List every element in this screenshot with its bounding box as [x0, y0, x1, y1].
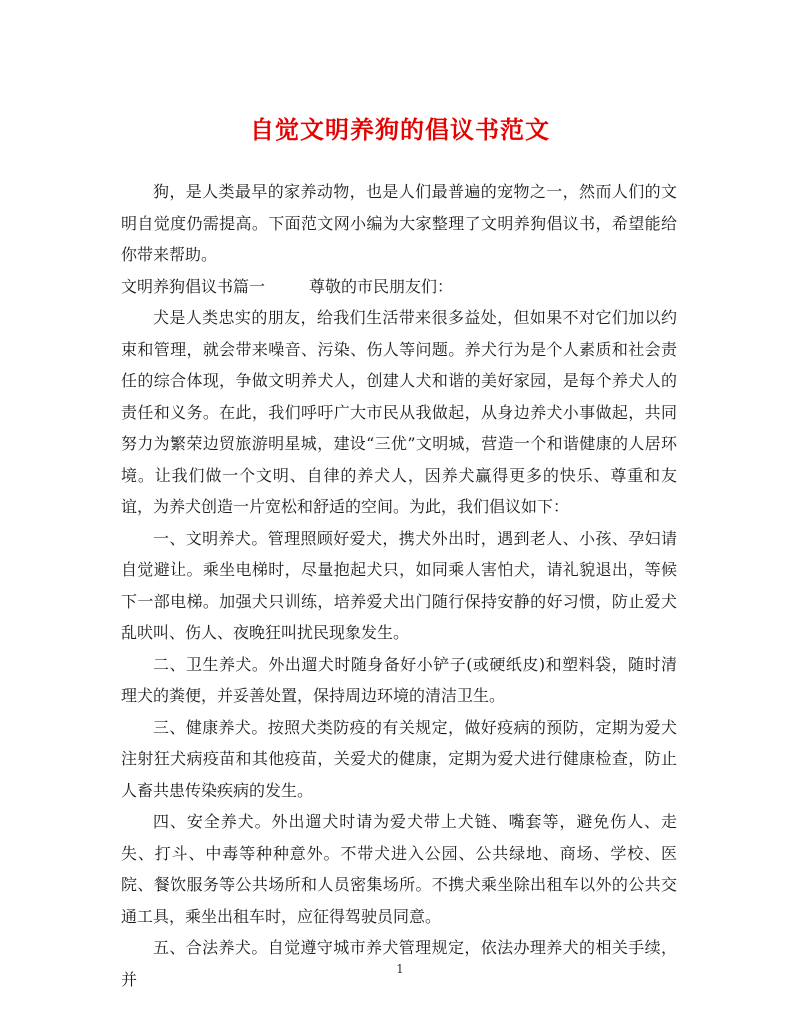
body-paragraph-5: 四、安全养犬。外出遛犬时请为爱犬带上犬链、嘴套等，避免伤人、走失、打斗、中毒等种种意外。不带犬进入公园、公共绿地、商场、学校、医院、餐饮服务等公共场所和人员密集场所。不携犬乘坐除出租车以外的公共交通工具，乘坐出租车时，应征得驾驶员同意。 — [121, 812, 677, 926]
section-heading-line — [121, 271, 677, 303]
body-paragraph-3: 二、卫生养犬。外出遛犬时随身备好小铲子(或硬纸皮)和塑料袋，随时清理犬的粪便，并妥善处置，保持周边环境的清洁卫生。 — [121, 654, 677, 705]
section-label: 文明养狗倡议书篇一 — [121, 276, 266, 296]
body-paragraph-2: 一、文明养犬。管理照顾好爱犬，携犬外出时，遇到老人、小孩、孕妇请自觉避让。乘坐电梯时，尽量抱起犬只，如同乘人害怕犬，请礼貌退出，等候下一部电梯。加强犬只训练，培养爱犬出门随行保持安静的好习惯，防止爱犬乱吠叫、伤人、夜晚狂叫扰民现象发生。 — [121, 528, 677, 642]
intro-paragraph: 狗，是人类最早的家养动物，也是人们最普遍的宠物之一，然而人们的文明自觉度仍需提高。下面范文网小编为大家整理了文明养狗倡议书，希望能给你带来帮助。 — [121, 182, 677, 264]
body-paragraph-4: 三、健康养犬。按照犬类防疫的有关规定，做好疫病的预防，定期为爱犬注射狂犬病疫苗和其他疫苗，关爱犬的健康，定期为爱犬进行健康检查，防止人畜共患传染疾病的发生。 — [121, 717, 677, 800]
salutation: 尊敬的市民朋友们： — [309, 276, 454, 296]
page-number: 1 — [396, 962, 404, 976]
document-title: 自觉文明养狗的倡议书范文 — [250, 115, 550, 144]
body-paragraph-6: 五、合法养犬。自觉遵守城市养犬管理规定，依法办理养犬的相关手续，并 — [121, 938, 677, 989]
document-body — [121, 176, 677, 995]
body-paragraph-1: 犬是人类忠实的朋友，给我们生活带来很多益处，但如果不对它们加以约束和管理，就会带来噪音、污染、伤人等问题。养犬行为是个人素质和社会责任的综合体现，争做文明养犬人，创建人犬和谐的美好家园，是每个养犬人的责任和义务。在此，我们呼吁广大市民从我做起，从身边养犬小事做起，共同努力为繁荣边贸旅游明星城，建设“三优”文明城，营造一个和谐健康的人居环境。让我们做一个文明、自律的养犬人，因养犬赢得更多的快乐、尊重和友谊，为养犬创造一片宽松和舒适的空间。为此，我们倡议如下： — [121, 308, 677, 516]
